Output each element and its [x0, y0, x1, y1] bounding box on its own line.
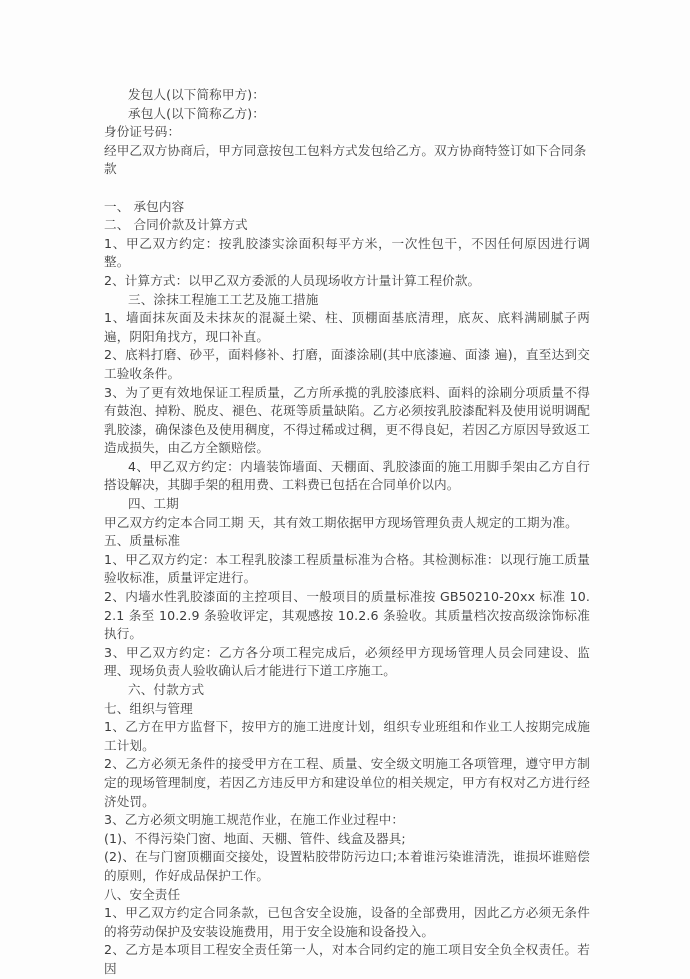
document-paragraph: 1、墙面抹灰面及未抹灰的混凝土梁、柱、顶棚面基底清理，底灰、底料满刷腻子两遍，阴阳角找方，现口补直。	[104, 310, 590, 344]
document-paragraph: 一、 承包内容	[104, 198, 185, 214]
document-paragraph: 七、组织与管理	[104, 700, 193, 716]
document-paragraph: 1、甲乙双方约定合同条款，已包含安全设施，设备的全部费用，因此乙方必须无条件的将劳动保护及安装设施费用，用于安全设施和设备投入。	[104, 905, 590, 939]
document-paragraph: 4、甲乙双方约定：内墙装饰墙面、天棚面、乳胶漆面的施工用脚手架由乙方自行搭设解决，其脚手架的租用费、工料费已包括在合同单价以内。	[104, 458, 590, 493]
document-paragraph: 六、付款方式	[128, 682, 205, 697]
document-paragraph: 2、内墙水性乳胶漆面的主控项目、一般项目的质量标准按 GB50210-20xx 标准 10.2.1 条至 10.2.9 条验收评定，其观感按 10.2.6 条验收。其质量档次按高级涂饰标准执行。	[104, 589, 590, 642]
document-paragraph: (2)、在与门窗顶棚面交接处，设置粘胶带防污边口;本着谁污染谁清洗，谁损坏谁赔偿的原则，作好成品保护工作。	[104, 849, 590, 883]
document-paragraph: 1、乙方在甲方监督下，按甲方的施工进度计划，组织专业班组和作业工人按期完成施工计划。	[104, 719, 590, 753]
document-paragraph: 四、工期	[128, 496, 179, 512]
document-paragraph: 3、乙方必须文明施工规范作业，在施工作业过程中：	[104, 812, 405, 828]
document-paragraph: 经甲乙双方协商后，甲方同意按包工包料方式发包给乙方。双方协商特签订如下合同条款	[104, 142, 587, 177]
document-paragraph: 2、计算方式：以甲乙双方委派的人员现场收方计量计算工程价款。	[104, 272, 481, 288]
document-paragraph: 二、 合同价款及计算方式	[104, 217, 248, 233]
document-text-body	[104, 86, 590, 979]
document-paragraph: (1)、不得污染门窗、地面、天棚、管件、线盒及器具;	[104, 830, 406, 846]
document-paragraph: 三、涂抹工程施工工艺及施工措施	[128, 291, 319, 307]
document-paragraph: 甲乙双方约定本合同工期 天，其有效工期依据甲方现场管理负责人规定的工期为准。	[104, 514, 578, 530]
document-paragraph: 1、甲乙双方约定：按乳胶漆实涂面积每平方米，一次性包干，不因任何原因进行调整。	[104, 235, 590, 270]
document-paragraph: 身份证号码：	[104, 124, 181, 140]
document-paragraph: 3、甲乙双方约定：乙方各分项工程完成后，必须经甲方现场管理人员会同建设、监理、现场负责人验收确认后才能进行下道工序施工。	[104, 644, 590, 679]
document-paragraph: 承包人(以下简称乙方)：	[128, 105, 265, 121]
document-paragraph: 2、乙方是本项目工程安全责任第一人，对本合同约定的施工项目安全负全权责任。若因	[104, 942, 590, 976]
document-paragraph: 发包人(以下简称甲方)：	[128, 87, 265, 102]
document-paragraph	[104, 179, 590, 198]
document-paragraph: 2、底料打磨、砂平，面料修补、打磨，面漆涂刷(其中底漆遍、面漆 遍)，直至达到交工验收条件。	[104, 347, 590, 381]
document-paragraph: 五、质量标准	[104, 533, 181, 549]
document-paragraph: 2、乙方必须无条件的接受甲方在工程、质量、安全级文明施工各项管理，遵守甲方制定的现场管理制度，若因乙方违反甲方和建设单位的相关规定，甲方有权对乙方进行经济处罚。	[104, 756, 590, 809]
document-paragraph: 八、安全责任	[104, 886, 181, 902]
document-paragraph: 3、为了更有效地保证工程质量，乙方所承揽的乳胶漆底料、面料的涂刷分项质量不得有鼓泡、掉粉、脱皮、褪色、花斑等质量缺陷。乙方必须按乳胶漆配料及使用说明调配乳胶漆，确保漆色及使用稠度，不得过稀或过稠，更不得良妃，若因乙方原因导致返工造成损失，由乙方全额赔偿。	[104, 384, 590, 456]
document-paragraph: 1、甲乙双方约定：本工程乳胶漆工程质量标准为合格。其检测标准：以现行施工质量验收标准，质量评定进行。	[104, 551, 590, 586]
